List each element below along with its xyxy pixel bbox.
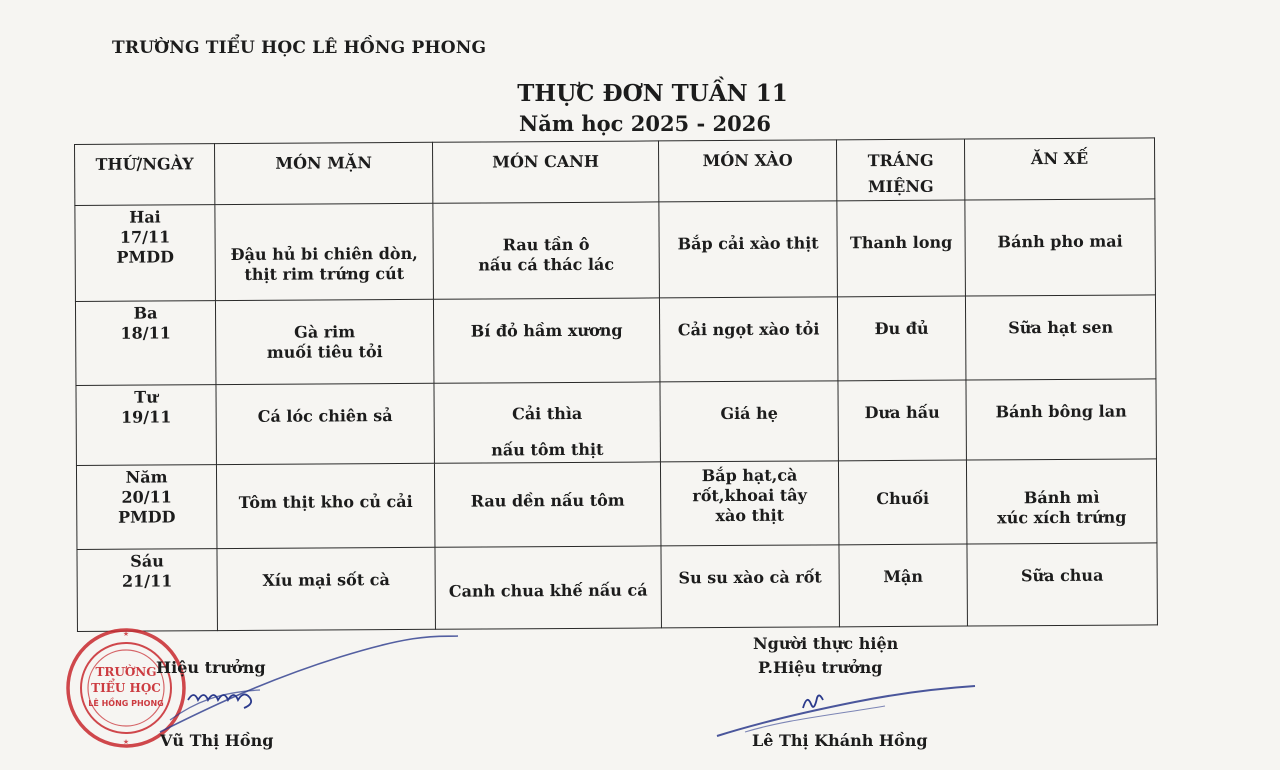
day-cell: Tư 19/11 [120,387,172,427]
mon-man-cell: Tôm thịt kho củ cải [238,491,413,513]
stamp-line-1: TRƯỜNG [95,665,157,679]
table-header-row [75,138,1155,206]
stamp-line-2: TIỂU HỌC [91,681,161,695]
trang-mieng-cell: Mận [883,566,924,587]
menu-title: THỰC ĐƠN TUẦN 11 [517,80,788,107]
header-an-xe: ĂN XẾ [964,138,1154,200]
day-cell: Ba 18/11 [120,303,171,343]
mon-man-cell: Gà rim muối tiêu tỏi [266,322,383,362]
header-mon-man: MÓN MẶN [215,142,433,204]
an-xe-cell: Bánh bông lan [995,401,1127,422]
table-row [75,295,1155,386]
mon-canh-cell: Cải thìa nấu tôm thịt [491,403,604,460]
mon-xao-cell: Su su xào cà rốt [678,567,822,588]
right-signer-label: Người thực hiện [753,634,899,653]
mon-xao-cell: Giá hẹ [720,403,778,424]
header-mon-xao: MÓN XÀO [658,140,836,202]
svg-text:★: ★ [122,630,130,638]
menu-title-block [0,80,1280,136]
trang-mieng-cell: Thanh long [849,232,953,253]
an-xe-cell: Sữa hạt sen [1008,317,1114,338]
mon-canh-cell: Canh chua khế nấu cá [448,580,648,601]
day-cell: Sáu 21/11 [121,551,173,591]
stamp-line-3: LÊ HỒNG PHONG [88,699,164,708]
school-name: TRƯỜNG TIỂU HỌC LÊ HỒNG PHONG [112,38,487,58]
mon-xao-cell: Bắp hạt,cà rốt,khoai tây xào thịt [692,465,807,526]
trang-mieng-cell: Chuối [876,488,930,509]
trang-mieng-cell: Dưa hấu [864,402,940,423]
table-row [75,199,1156,302]
an-xe-cell: Sữa chua [1020,565,1104,586]
an-xe-cell: Bánh pho mai [997,231,1123,252]
mon-man-cell: Đậu hủ bi chiên dòn, thịt rim trứng cút [230,243,418,284]
day-cell: Năm 20/11 PMDD [117,467,176,527]
mon-canh-cell: Rau dền nấu tôm [470,490,625,511]
right-signer-name: Lê Thị Khánh Hồng [752,731,928,750]
header-trang-mieng: TRÁNG MIỆNG [836,139,964,201]
mon-man-cell: Cá lóc chiên sả [257,406,393,426]
right-signer-title: P.Hiệu trưởng [758,658,883,677]
left-handwritten-signature [140,632,470,742]
table-row [77,543,1157,632]
table-row [76,379,1156,466]
school-year: Năm học 2025 - 2026 [519,111,771,136]
mon-man-cell: Xíu mại sốt cà [262,570,390,590]
svg-text:★: ★ [122,738,130,746]
day-cell: Hai 17/11 PMDD [116,207,174,267]
header-mon-canh: MÓN CANH [432,141,658,203]
left-signer-title: Hiệu trưởng [156,658,266,677]
header-day: THỨ/NGÀY [75,144,215,206]
weekly-menu-table [74,137,1158,632]
mon-canh-cell: Rau tần ô nấu cá thác lác [478,234,615,275]
mon-canh-cell: Bí đỏ hầm xương [470,320,623,341]
right-handwritten-signature [705,676,985,746]
mon-xao-cell: Bắp cải xào thịt [677,233,819,254]
an-xe-cell: Bánh mì xúc xích trứng [997,487,1127,528]
table-row [76,459,1156,550]
left-signer-name: Vũ Thị Hồng [160,731,274,750]
trang-mieng-cell: Đu đủ [874,318,929,339]
mon-xao-cell: Cải ngọt xào tỏi [677,319,820,340]
